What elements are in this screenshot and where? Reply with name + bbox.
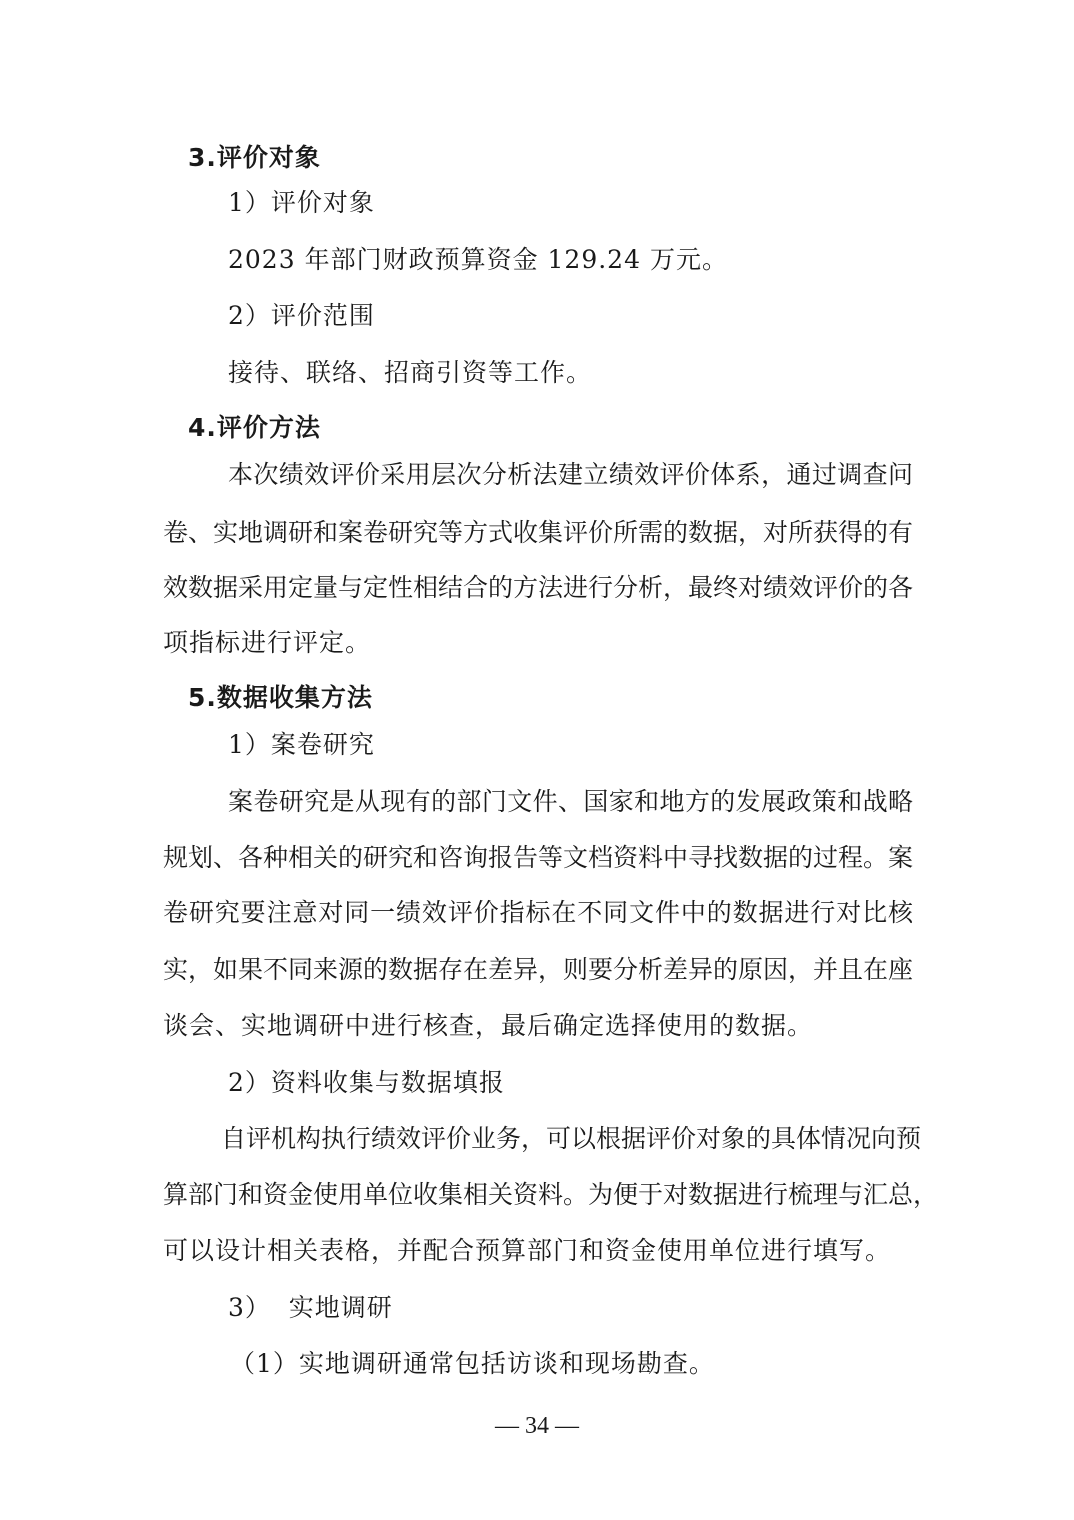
section-4-para-line-3: 效数据采用定量与定性相结合的方法进行分析，最终对绩效评价的各 <box>163 573 914 602</box>
section-5-item-2-para-line-1: 自评机构执行绩效评价业务，可以根据评价对象的具体情况向预 <box>221 1124 922 1153</box>
section-5-item-2-label: 2）资料收集与数据填报 <box>228 1068 505 1097</box>
section-5-item-2-para-line-3: 可以设计相关表格，并配合预算部门和资金使用单位进行填写。 <box>163 1236 892 1265</box>
section-5-heading: 5.数据收集方法 <box>188 683 373 712</box>
section-5-item-1-para-line-3: 卷研究要注意对同一绩效评价指标在不同文件中的数据进行对比核 <box>163 898 913 927</box>
section-4-para-line-1: 本次绩效评价采用层次分析法建立绩效评价体系，通过调查问 <box>228 460 913 489</box>
section-5-item-1-label: 1）案卷研究 <box>228 730 375 759</box>
section-5-item-3-sub-1: （1）实地调研通常包括访谈和现场勘查。 <box>230 1349 715 1378</box>
section-3-item-1-label: 1）评价对象 <box>228 188 375 217</box>
section-4-heading: 4.评价方法 <box>188 413 321 442</box>
section-5-item-3-label: 3） 实地调研 <box>228 1293 393 1322</box>
section-5-item-1-para-line-2: 规划、各种相关的研究和咨询报告等文档资料中寻找数据的过程。案 <box>163 843 914 872</box>
section-5-item-1-para-line-1: 案卷研究是从现有的部门文件、国家和地方的发展政策和战略 <box>228 787 913 816</box>
page-number: — 34 — <box>495 1413 579 1439</box>
section-3-item-1-text: 2023 年部门财政预算资金 129.24 万元。 <box>228 245 728 274</box>
section-5-item-1-para-line-5: 谈会、实地调研中进行核查，最后确定选择使用的数据。 <box>163 1011 814 1040</box>
section-4-para-line-4: 项指标进行评定。 <box>163 628 372 657</box>
section-3-item-2-label: 2）评价范围 <box>228 301 375 330</box>
section-5-item-1-para-line-4: 实，如果不同来源的数据存在差异，则要分析差异的原因，并且在座 <box>163 955 914 984</box>
section-3-heading: 3.评价对象 <box>188 143 321 172</box>
section-4-para-line-2: 卷、实地调研和案卷研究等方式收集评价所需的数据，对所获得的有 <box>163 518 914 547</box>
section-5-item-2-para-line-2: 算部门和资金使用单位收集相关资料。为便于对数据进行梳理与汇总， <box>163 1180 939 1209</box>
section-3-item-2-text: 接待、联络、招商引资等工作。 <box>228 358 593 387</box>
